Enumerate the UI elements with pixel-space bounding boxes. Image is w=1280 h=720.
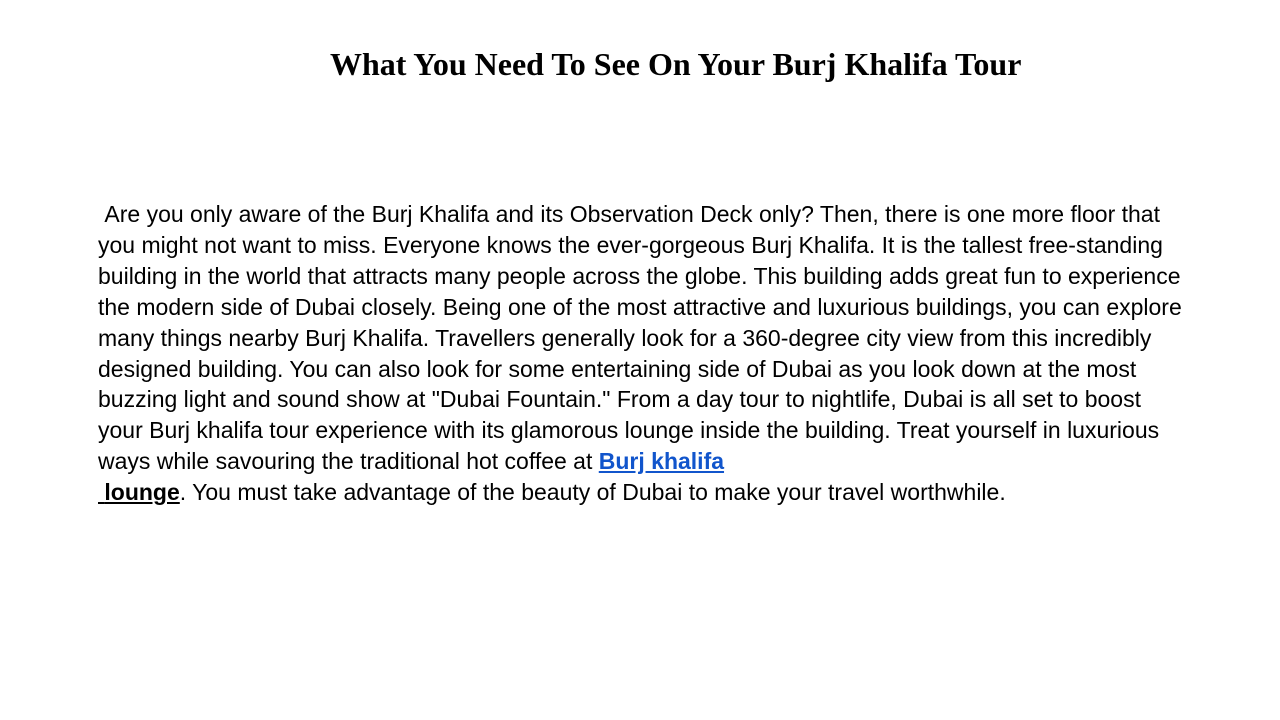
burj-khalifa-lounge-link[interactable]: Burj khalifa [598,448,725,475]
paragraph-text-after-link: . You must take advantage of the beauty of Dubai to make your travel worthwhile. [179,479,1006,506]
document-title: What You Need To See On Your Burj Khalifa Tour [330,46,1022,82]
lounge-link[interactable]: lounge [98,479,180,506]
body-paragraph [98,199,1188,508]
paragraph-text-before-link: Are you only aware of the Burj Khalifa and its Observation Deck only? Then, there is one more floor that you might not want to miss. Everyone knows the ever-gorgeous Burj Khalifa. It is the tallest free-standing building in the world that attracts many people across the globe. This building adds great fun to experience the modern side of Dubai closely. Being one of the most attractive and luxurious buildings, you can explore many things nearby Burj Khalifa. Travellers generally look for a 360-degree city view from this incredibly designed building. You can also look for some entertaining side of Dubai as you look down at the most buzzing light and sound show at "Dubai Fountain." From a day tour to nightlife, Dubai is all set to boost your Burj khalifa tour experience with its glamorous lounge inside the building. Treat yourself in luxurious ways while savouring the traditional hot coffee at [98,201,1189,475]
